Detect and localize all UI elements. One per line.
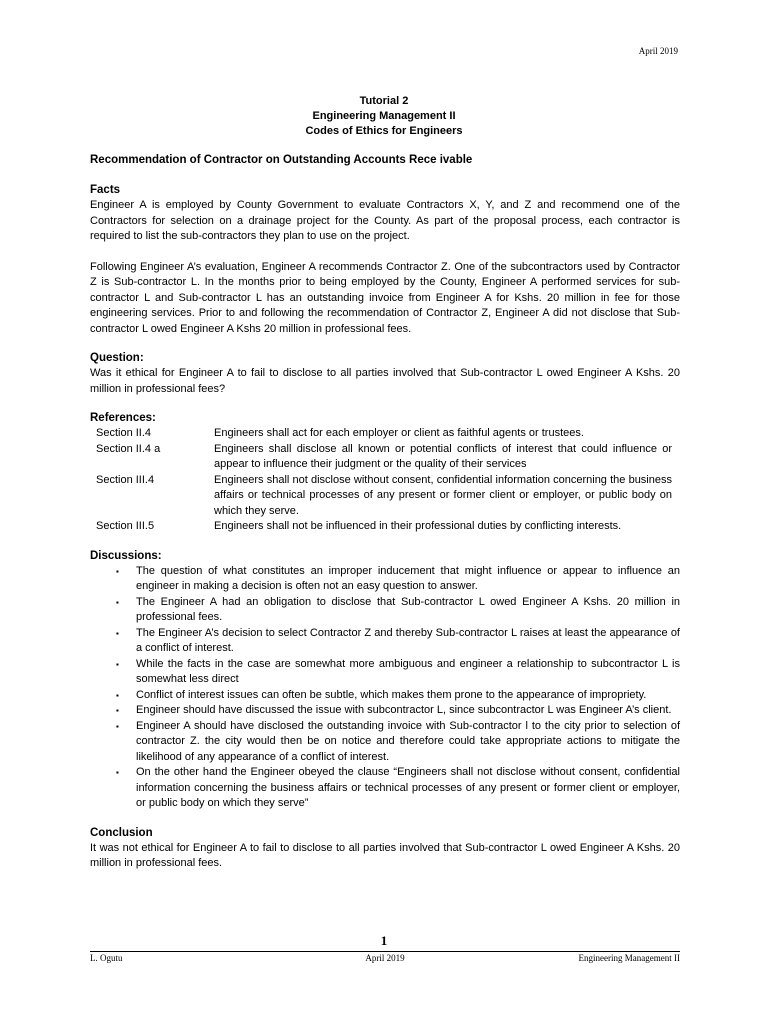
discussion-text: The Engineer A had an obligation to disclose that Sub-contractor L owed Engineer A Kshs. 20 million in professional fees. xyxy=(136,595,680,623)
reference-row xyxy=(96,473,672,520)
title-block xyxy=(0,94,768,139)
list-item xyxy=(90,657,680,688)
discussion-text: While the facts in the case are somewhat more ambiguous and engineer a relationship to subcontractor L is somewhat less direct xyxy=(136,657,680,685)
reference-text: Engineers shall not disclose without consent, confidential information concerning the business affairs or technical processes of any present or former client or employer, or public body on which they serve. xyxy=(214,473,672,517)
square-bullet-icon: ▪ xyxy=(116,597,119,607)
list-item xyxy=(90,688,680,704)
case-subtitle: Recommendation of Contractor on Outstanding Accounts Rece ivable xyxy=(90,154,473,166)
list-item xyxy=(90,595,680,626)
references-heading: References: xyxy=(90,412,156,424)
reference-section: Section III.4 xyxy=(96,473,155,486)
page-number: 1 xyxy=(380,933,388,948)
reference-section: Section II.4 a xyxy=(96,442,161,455)
reference-row xyxy=(96,426,672,442)
footer-divider xyxy=(90,951,680,952)
square-bullet-icon: ▪ xyxy=(116,721,119,731)
reference-text: Engineers shall disclose all known or potential conflicts of interest that could influence or appear to influence their judgment or the quality of their services xyxy=(214,442,672,470)
square-bullet-icon: ▪ xyxy=(116,659,119,669)
discussion-text: Engineer A should have disclosed the outstanding invoice with Sub-contractor l to the city prior to selection of contractor Z. the city would then be on notice and therefore could take appropriate actions to mitigate the likelihood of any appearance of a conflict of interest. xyxy=(136,719,680,763)
facts-paragraph-2: Following Engineer A’s evaluation, Engineer A recommends Contractor Z. One of the subcontractors used by Contractor Z is Sub-contractor L. In the months prior to being employed by the County, Engineer A performed services for sub-contractor L and Sub-contractor L has an outstanding invoice from Engineer A for Kshs. 20 million in fee for those engineering services. Prior to and following the recommendation of Contractor Z, Engineer A did not disclose that Sub-contractor L owed Engineer A Kshs 20 million in professional fees. xyxy=(90,260,680,335)
discussion-text: Conflict of interest issues can often be subtle, which makes them prone to the appearance of impropriety. xyxy=(136,688,647,701)
list-item xyxy=(90,765,680,812)
title-course: Engineering Management II xyxy=(312,110,456,122)
square-bullet-icon: ▪ xyxy=(116,768,119,777)
square-bullet-icon: ▪ xyxy=(116,628,119,638)
square-bullet-icon: ▪ xyxy=(116,690,119,700)
references-table xyxy=(96,426,672,535)
reference-row xyxy=(96,519,672,535)
reference-section: Section II.4 xyxy=(96,427,152,439)
discussions-list xyxy=(90,564,680,812)
facts-heading: Facts xyxy=(90,184,121,196)
reference-text: Engineers shall act for each employer or client as faithful agents or trustees. xyxy=(214,427,584,439)
footer-course: Engineering Management II xyxy=(578,953,680,963)
reference-section: Section III.5 xyxy=(96,520,155,532)
reference-row xyxy=(96,442,672,473)
question-heading: Question: xyxy=(90,352,144,364)
square-bullet-icon: ▪ xyxy=(116,706,119,715)
discussion-text: The Engineer A’s decision to select Contractor Z and thereby Sub-contractor L raises at least the appearance of a conflict of interest. xyxy=(136,626,680,654)
list-item xyxy=(90,626,680,657)
discussions-heading: Discussions: xyxy=(90,549,162,562)
discussion-text: On the other hand the Engineer obeyed the clause “Engineers shall not disclose without consent, confidential information concerning the business affairs or technical processes of any present or former client or employer, or public body on which they serve” xyxy=(136,766,680,809)
footer-date: April 2019 xyxy=(365,953,405,963)
list-item xyxy=(90,703,680,719)
header-date: April 2019 xyxy=(638,46,678,56)
document-body xyxy=(90,154,680,872)
question-text: Was it ethical for Engineer A to fail to disclose to all parties involved that Sub-contractor L owed Engineer A Kshs. 20 million in professional fees? xyxy=(90,367,680,395)
discussion-text: The question of what constitutes an improper inducement that might influence or appear to influence an engineer in making a decision is often not an easy question to answer. xyxy=(136,564,680,592)
conclusion-heading: Conclusion xyxy=(90,826,153,839)
title-tutorial: Tutorial 2 xyxy=(359,95,409,107)
title-topic: Codes of Ethics for Engineers xyxy=(305,125,463,137)
facts-paragraph-1: Engineer A is employed by County Government to evaluate Contractors X, Y, and Z and recommend one of the Contractors for selection on a drainage project for the County. As part of the proposal process, each contractor is required to list the sub-contractors they plan to use on the project. xyxy=(90,199,680,242)
reference-text: Engineers shall not be influenced in their professional duties by conflicting interests. xyxy=(214,520,622,532)
list-item xyxy=(90,719,680,766)
footer-author: L. Ogutu xyxy=(90,953,123,963)
square-bullet-icon: ▪ xyxy=(116,566,119,576)
discussion-text: Engineer should have discussed the issue with subcontractor L, since subcontractor L was Engineer A’s client. xyxy=(136,704,672,716)
list-item xyxy=(90,564,680,595)
conclusion-text: It was not ethical for Engineer A to fail to disclose to all parties involved that Sub-contractor L owed Engineer A Kshs. 20 million in professional fees. xyxy=(90,841,680,869)
